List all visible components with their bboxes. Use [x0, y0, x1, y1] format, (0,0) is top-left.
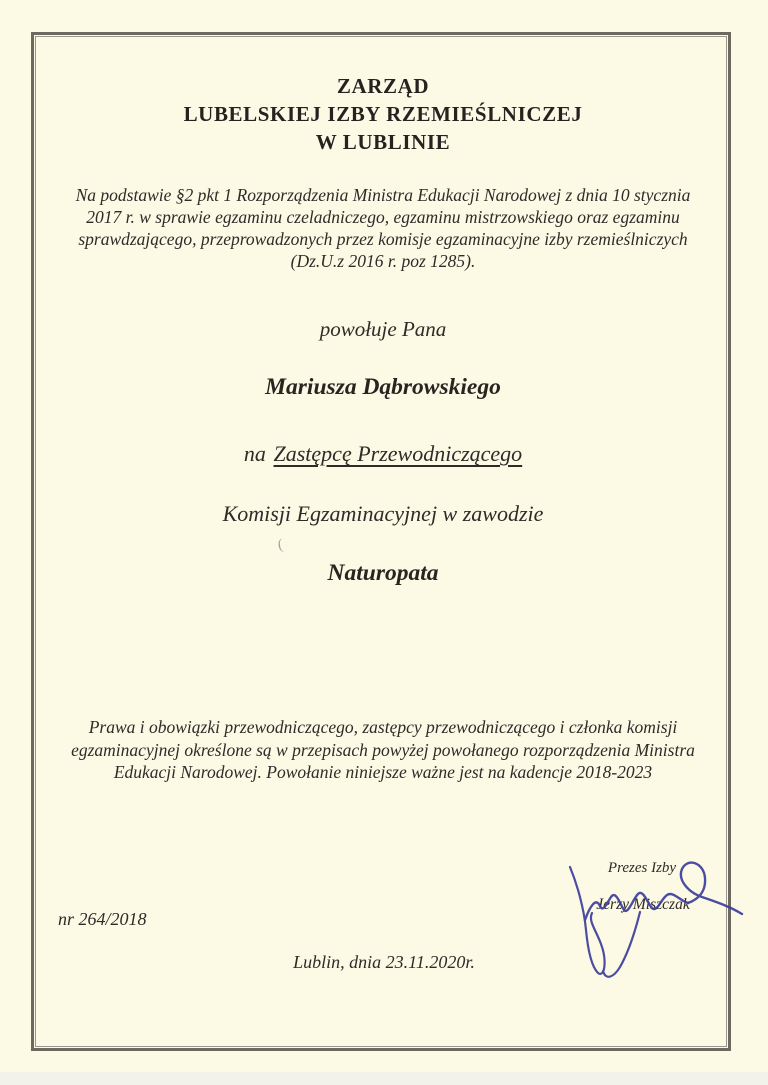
rights-obligations-paragraph	[36, 716, 730, 784]
signatory-printed-name: Jerzy Miszczak	[596, 896, 690, 913]
profession-name: Naturopata	[327, 560, 439, 586]
appointment-phrase: powołuje Pana	[319, 317, 447, 341]
scan-edge-strip	[0, 1072, 768, 1085]
position-prefix: na	[243, 441, 266, 466]
legal-basis-paragraph	[36, 184, 730, 272]
issuer-title-line-3: W LUBLINIE	[315, 130, 451, 154]
issuer-title-line-2: LUBELSKIEJ IZBY RZEMIEŚLNICZEJ	[183, 102, 583, 126]
signatory-role-label: Prezes Izby	[607, 860, 677, 876]
rights-line-3: Edukacji Narodowej. Powołanie niniejsze ważne jest na kadencje 2018-2023	[113, 762, 653, 782]
appointed-position-line	[36, 441, 730, 467]
issuer-title-line-1: ZARZĄD	[336, 74, 430, 98]
place-and-date-line: Lublin, dnia 23.11.2020r.	[293, 952, 475, 972]
rights-line-1: Prawa i obowiązki przewodniczącego, zastępcy przewodniczącego i członka komisji	[88, 717, 678, 737]
scan-artifact-mark: (	[276, 536, 285, 554]
legal-basis-line-4: (Dz.U.z 2016 r. poz 1285).	[290, 251, 476, 271]
rights-line-2: egzaminacyjnej określone są w przepisach powyżej powołanego rozporządzenia Ministra	[71, 739, 695, 760]
legal-basis-line-3: sprawdzającego, przeprowadzonych przez komisje egzaminacyjne izby rzemieślniczych	[78, 229, 688, 249]
legal-basis-line-1: Na podstawie §2 pkt 1 Rozporządzenia Ministra Edukacji Narodowej z dnia 10 stycznia	[75, 185, 691, 205]
committee-line: Komisji Egzaminacyjnej w zawodzie	[222, 501, 544, 526]
position-title-underlined: Zastępcę Przewodniczącego	[273, 441, 523, 466]
appointee-name: Mariusza Dąbrowskiego	[265, 374, 501, 400]
document-number: nr 264/2018	[58, 909, 147, 929]
issuer-title-block	[36, 72, 730, 156]
legal-basis-line-2: 2017 r. w sprawie egzaminu czeladniczego, egzaminu mistrzowskiego oraz egzaminu	[86, 207, 680, 227]
